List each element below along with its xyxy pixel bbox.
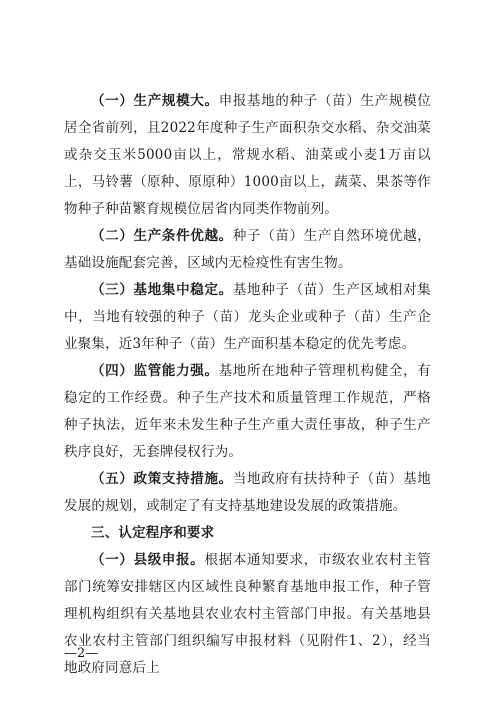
page-number: —2— [64, 646, 99, 661]
paragraph-lead: （一）生产规模大。 [91, 93, 219, 109]
document-body [64, 88, 431, 682]
paragraph-production-conditions [64, 223, 431, 277]
paragraph-lead: （五）政策支持措施。 [91, 471, 233, 487]
paragraph-supervision-capacity [64, 358, 431, 466]
paragraph-lead: （二）生产条件优越。 [91, 228, 233, 244]
paragraph-lead: （一）县级申报。 [91, 552, 205, 568]
paragraph-lead: （四）监管能力强。 [91, 363, 219, 379]
paragraph-base-concentration [64, 277, 431, 358]
paragraph-text: 基地种子（苗）生产区域相对集中，当地有较强的种子（苗）龙头企业或种子（苗）生产企业聚集，近3年种子（苗）生产面积基本稳定的优先考虑。 [64, 282, 431, 352]
paragraph-production-scale [64, 88, 431, 223]
paragraph-text: 申报基地的种子（苗）生产规模位居全省前列，且2022年度种子生产面积杂交水稻、杂交油菜或杂交玉米5000亩以上，常规水稻、油菜或小麦1万亩以上，马铃薯（原种、原原种）1000亩以上，蔬菜、果茶等作物种子种苗繁育规模位居省内同类作物前列。 [64, 93, 431, 217]
paragraph-text: 当地政府有扶持种子（苗）基地发展的规划，或制定了有支持基地建设发展的政策措施。 [64, 471, 431, 514]
section-heading: 三、认定程序和要求 [91, 525, 215, 541]
paragraph-text: 基地所在地种子管理机构健全，有稳定的工作经费。种子生产技术和质量管理工作规范，严格种子执法，近年来未发生种子生产重大责任事故，种子生产秩序良好，无套牌侵权行为。 [64, 363, 431, 460]
paragraph-text: 根据本通知要求，市级农业农村主管部门统筹安排辖区内区域性良种繁育基地申报工作，种子管理机构组织有关基地县农业农村主管部门申报。有关基地县农业农村主管部门组织编写申报材料（见附件1、2），经当地政府同意后上 [64, 552, 431, 676]
paragraph-policy-support [64, 466, 431, 520]
paragraph-county-application [64, 547, 431, 682]
paragraph-lead: （三）基地集中稳定。 [91, 282, 233, 298]
paragraph-text: 种子（苗）生产自然环境优越，基础设施配套完善，区域内无检疫性有害生物。 [64, 228, 431, 271]
